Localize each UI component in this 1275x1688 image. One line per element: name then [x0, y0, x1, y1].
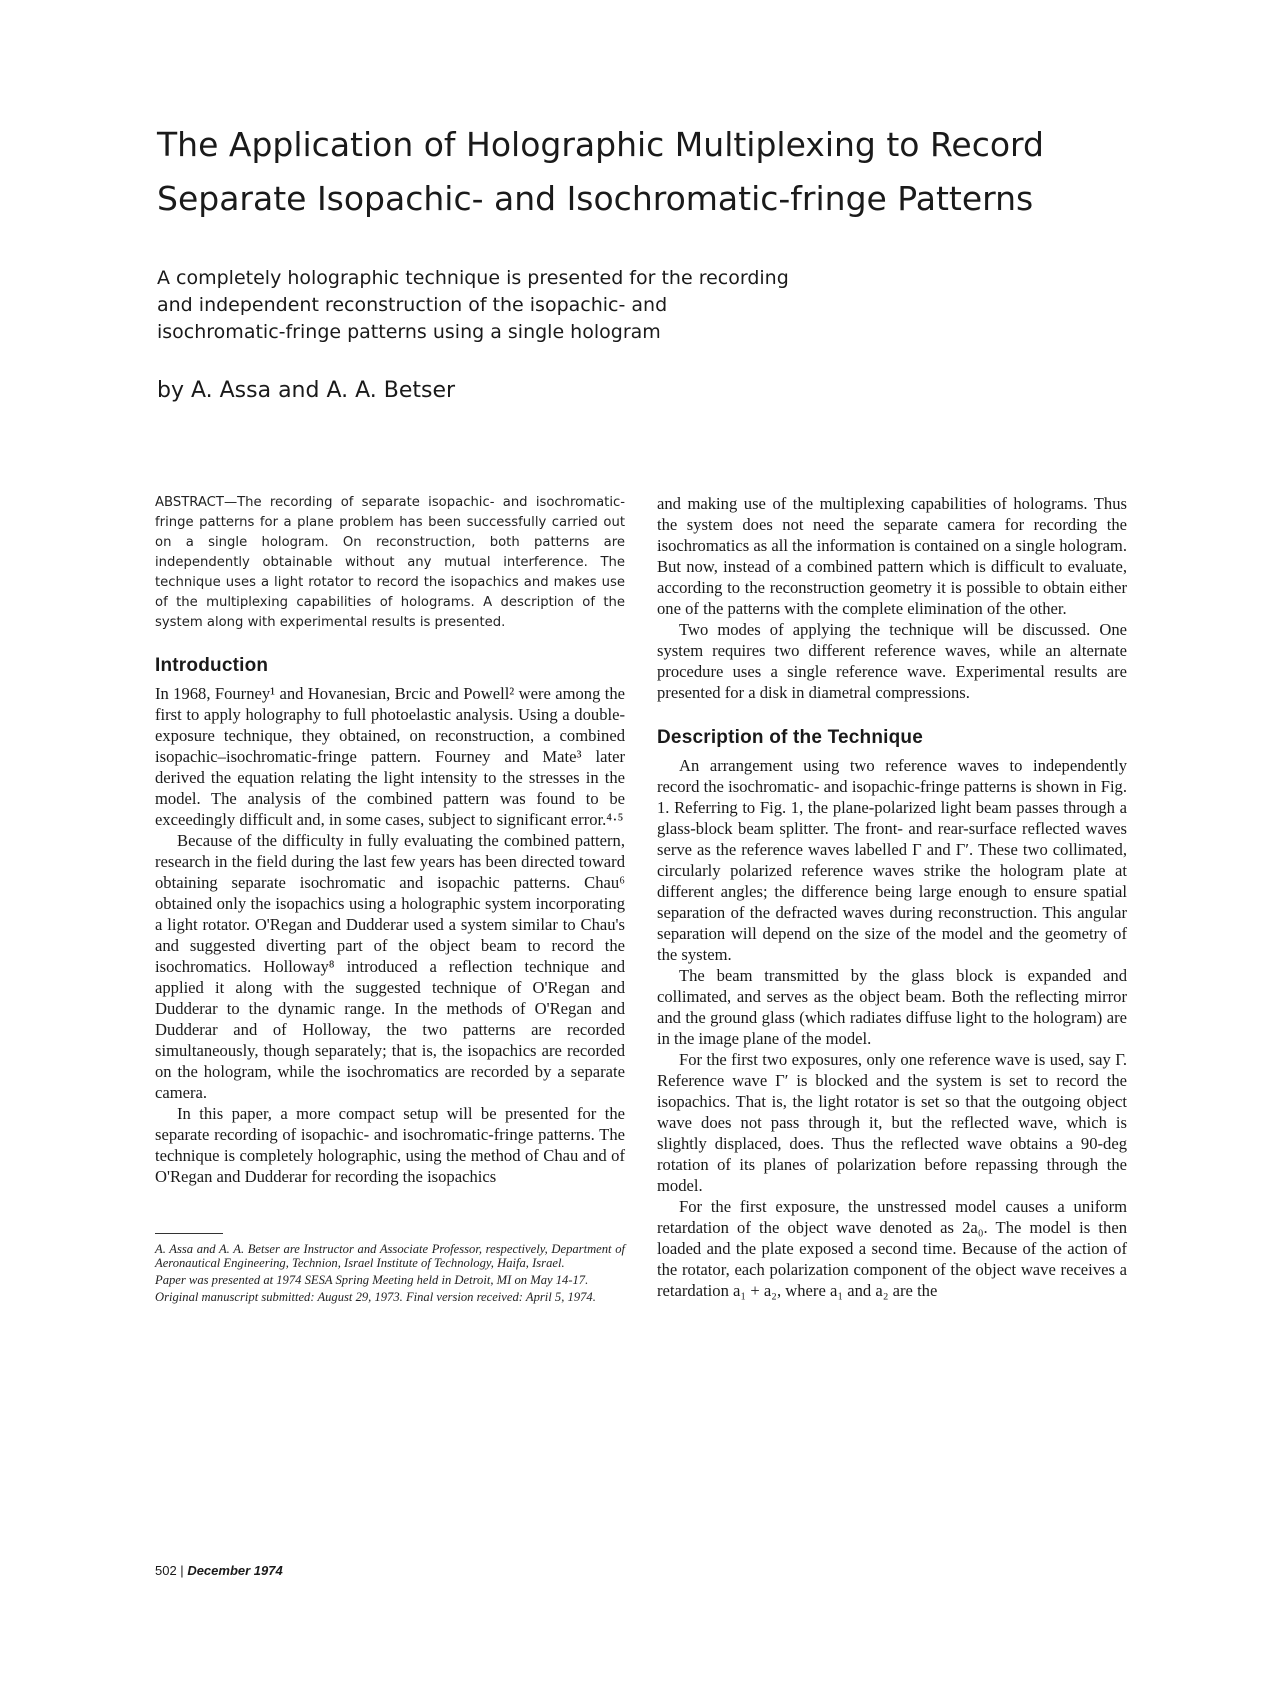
right-paragraph-1: and making use of the multiplexing capabilities of holograms. Thus the system does not need the separate camera for recording the isochromatics as all the information is contained on a single hologram. But now, instead of a combined pattern which is difficult to evaluate, according to the reconstruction geometry it is possible to obtain either one of the patterns with the complete elimination of the other. — [657, 494, 1127, 618]
description-paragraph-1: An arrangement using two reference waves to independently record the isochromatic- and isopachic-fringe patterns is shown in Fig. 1. Referring to Fig. 1, the plane-polarized light beam passes through a glass-block beam splitter. The front- and rear-surface reflected waves serve as the reference waves labelled Γ and Γ′. These two collimated, circularly polarized reference waves strike the hologram plate at different angles; the difference being large enough to ensure spatial separation of the defracted waves during reconstruction. This angular separation will depend on the size of the model and the geometry of the system. — [657, 756, 1127, 964]
title-line-1: The Application of Holographic Multiplexing to Record — [157, 125, 1044, 164]
footnote-meeting: Paper was presented at 1974 SESA Spring Meeting held in Detroit, MI on May 14-17. — [155, 1273, 589, 1287]
paper-subtitle: A completely holographic technique is presented for the recording and independent reconstruction of the isopachic- and isochromatic-fringe patterns using a single hologram — [157, 267, 789, 343]
page-footer — [155, 1563, 283, 1578]
intro-paragraph-3: In this paper, a more compact setup will be presented for the separate recording of isopachic- and isochromatic-fringe patterns. The technique is completely holographic, using the method of Chau and of O'Regan and Dudderar for recording the isopachics — [155, 1104, 625, 1186]
footnote-affiliation: A. Assa and A. A. Betser are Instructor and Associate Professor, respectively, Department of Aeronautical Engineering, Technion, Israel Institute of Technology, Haifa, Israel. — [155, 1242, 625, 1270]
title-line-2: Separate Isopachic- and Isochromatic-fringe Patterns — [157, 179, 1034, 218]
page-number: 502 | — [155, 1563, 184, 1578]
intro-paragraph-2: Because of the difficulty in fully evaluating the combined pattern, research in the field during the last few years has been directed toward obtaining separate isochromatic and isopachic patterns. Chau⁶ obtained only the isopachics using a holographic system incorporating a light rotator. O'Regan and Dudderar used a system similar to Chau's and suggested diverting part of the object beam to record the isochromatics. Holloway⁸ introduced a reflection technique and applied it along with the suggested technique of O'Regan and Dudderar to the dynamic range. In the methods of O'Regan and Dudderar and of Holloway, the two patterns are recorded simultaneously, though separately; that is, the isopachics are recorded on the hologram, while the isochromatics are recorded by a separate camera. — [155, 831, 625, 1102]
description-paragraph-2: The beam transmitted by the glass block is expanded and collimated, and serves as the object beam. Both the reflecting mirror and the ground glass (which radiates diffuse light to the hologram) are in the image plane of the model. — [657, 966, 1127, 1048]
intro-paragraph-1: In 1968, Fourney¹ and Hovanesian, Brcic and Powell² were among the first to apply holography to full photoelastic analysis. Using a double-exposure technique, they obtained, on reconstruction, a combined isopachic–isochromatic-fringe pattern. Fourney and Mate³ later derived the equation relating the light intensity to the stresses in the model. The analysis of the combined pattern was found to be exceedingly difficult and, in some cases, subject to significant error.⁴·⁵ — [155, 684, 625, 829]
footnote-divider — [155, 1233, 223, 1234]
left-column — [155, 493, 625, 1307]
section-heading-description: Description of the Technique — [657, 727, 923, 748]
issue-date: December 1974 — [187, 1563, 283, 1578]
right-column — [657, 493, 1127, 1301]
footnote-dates: Original manuscript submitted: August 29, 1973. Final version received: April 5, 1974. — [155, 1290, 596, 1304]
paper-title — [157, 118, 1157, 226]
abstract: ABSTRACT—The recording of separate isopachic- and isochromatic-fringe patterns for a plane problem has been successfully carried out on a single hologram. On reconstruction, both patterns are independently obtainable without any mutual interference. The technique uses a light rotator to record the isopachics and makes use of the multiplexing capabilities of holograms. A description of the system along with experimental results is presented. — [155, 495, 625, 630]
description-paragraph-4: For the first exposure, the unstressed model causes a uniform retardation of the object wave denoted as 2a₀. The model is then loaded and the plate exposed a second time. Because of the action of the rotator, each polarization component of the object wave receives a retardation a₁ + a₂, where a₁ and a₂ are the — [657, 1197, 1127, 1300]
section-heading-introduction: Introduction — [155, 655, 269, 676]
description-paragraph-3: For the first two exposures, only one reference wave is used, say Γ. Reference wave Γ′ is blocked and the system is set to record the isopachics. That is, the light rotator is set so that the outgoing object wave does not pass through it, but the reflected wave, which is slightly displaced, does. Thus the reflected wave obtains a 90-deg rotation of its planes of polarization before repassing through the model. — [657, 1050, 1127, 1195]
paper-authors: by A. Assa and A. A. Betser — [157, 378, 456, 403]
right-paragraph-2: Two modes of applying the technique will be discussed. One system requires two different reference waves, while an alternate procedure uses a single reference wave. Experimental results are presented for a disk in diametral compressions. — [657, 620, 1127, 702]
